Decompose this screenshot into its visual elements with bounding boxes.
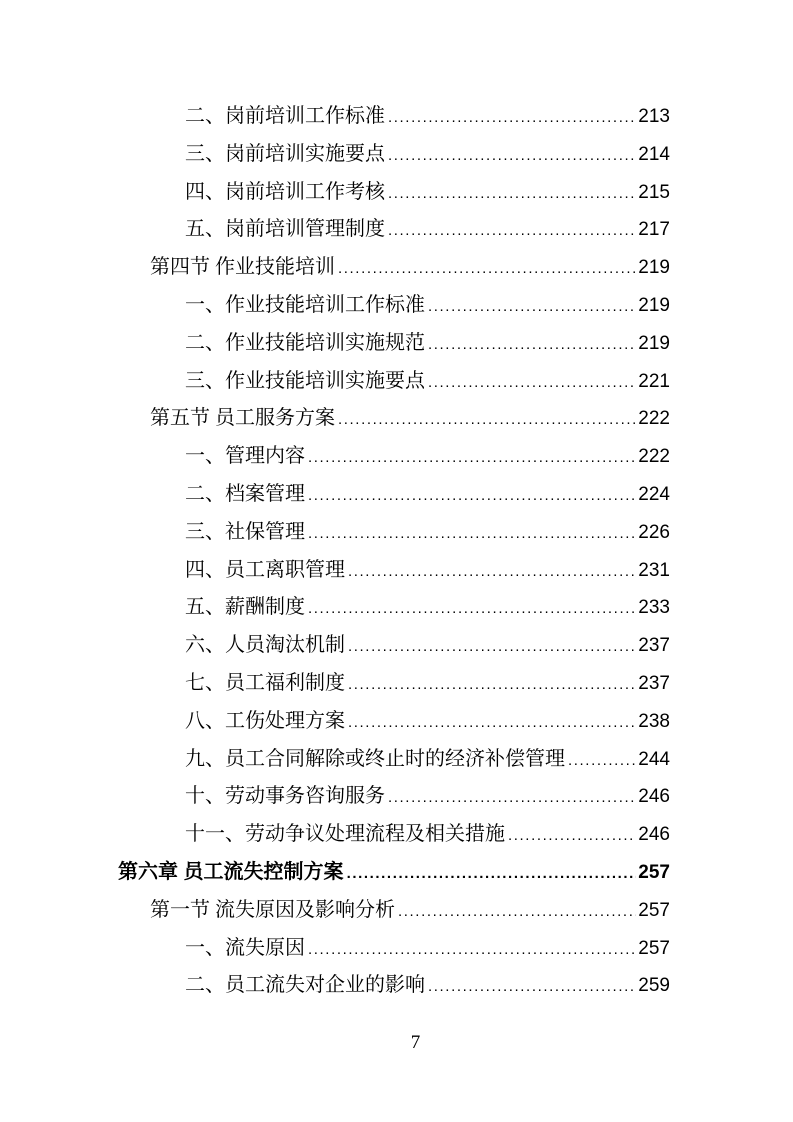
toc-entry-label: 第四节 作业技能培训 [150,256,335,279]
toc-entry-page-number: 257 [638,861,670,883]
toc-entry-label: 一、作业技能培训工作标准 [185,293,425,316]
toc-dot-leader [428,288,636,326]
toc-entry-label: 三、岗前培训实施要点 [185,142,385,165]
toc-entry[interactable] [0,136,670,174]
toc-entry-page-number: 215 [638,181,670,203]
toc-entry[interactable] [0,174,670,212]
toc-entry-page-number: 233 [638,597,670,619]
toc-dot-leader [388,212,636,250]
toc-entry-page-number: 222 [638,446,670,468]
toc-entry-page-number: 231 [638,559,670,581]
toc-entry-label: 九、员工合同解除或终止时的经济补偿管理 [185,747,565,770]
toc-entry[interactable] [0,211,670,249]
toc-entry-page-number: 246 [638,824,670,846]
toc-entry-label: 一、流失原因 [185,936,305,959]
toc-entry[interactable] [0,363,670,401]
toc-entry[interactable] [0,400,670,438]
toc-entry[interactable] [0,438,670,476]
toc-entry-label: 二、员工流失对企业的影响 [185,974,425,997]
toc-entry[interactable] [0,325,670,363]
toc-dot-leader [348,553,636,591]
toc-entry-label: 四、员工离职管理 [185,558,345,581]
toc-dot-leader [568,742,636,780]
toc-entry-label: 十一、劳动争议处理流程及相关措施 [185,823,505,846]
toc-entry[interactable] [0,703,670,741]
toc-dot-leader [338,401,636,439]
toc-entry[interactable] [0,665,670,703]
toc-entry-label: 一、管理内容 [185,445,305,468]
toc-dot-leader [398,893,636,931]
toc-entry-label: 五、岗前培训管理制度 [185,218,385,241]
page-footer [0,1033,793,1053]
toc-entry-page-number: 213 [638,106,670,127]
toc-entry-page-number: 219 [638,332,670,354]
toc-entry[interactable] [0,514,670,552]
toc-entry[interactable] [0,892,670,930]
toc-entry[interactable] [0,778,670,816]
toc-dot-leader [388,137,636,175]
toc-entry-page-number: 224 [638,483,670,505]
toc-entry-page-number: 214 [638,143,670,165]
toc-entry-label: 第五节 员工服务方案 [150,407,335,430]
toc-entry-label: 第一节 流失原因及影响分析 [150,898,395,921]
toc-dot-leader [428,364,636,402]
toc-dot-leader [348,704,636,742]
toc-dot-leader [338,250,636,288]
toc-dot-leader [348,666,636,704]
toc-dot-leader [308,439,636,477]
toc-dot-leader [308,590,636,628]
toc-entry-page-number: 246 [638,786,670,808]
toc-entry[interactable] [0,854,670,892]
toc-entry-page-number: 222 [638,408,670,430]
toc-entry-page-number: 237 [638,635,670,657]
toc-entry-label: 十、劳动事务咨询服务 [185,785,385,808]
toc-entry-label: 五、薪酬制度 [185,596,305,619]
toc-entry-page-number: 221 [638,370,670,392]
toc-entry-label: 二、档案管理 [185,482,305,505]
toc-entry-page-number: 257 [638,899,670,921]
toc-entry[interactable] [0,476,670,514]
toc-entry[interactable] [0,287,670,325]
toc-dot-leader [388,175,636,213]
toc-entry-page-number: 259 [638,975,670,997]
toc-dot-leader [308,931,636,969]
toc-entry[interactable] [0,249,670,287]
toc-entry-label: 八、工伤处理方案 [185,709,345,732]
toc-dot-leader [348,628,636,666]
toc-entry-label: 六、人员淘汰机制 [185,634,345,657]
toc-entry-page-number: 244 [638,748,670,770]
page-number: 7 [410,1032,421,1054]
toc-dot-leader [388,99,636,137]
toc-entry-label: 三、作业技能培训实施要点 [185,369,425,392]
toc-entry[interactable] [0,98,670,136]
toc-entry-label: 三、社保管理 [185,520,305,543]
toc-dot-leader [508,817,636,855]
toc-entry-page-number: 219 [638,294,670,316]
toc-entry-label: 二、作业技能培训实施规范 [185,331,425,354]
toc-entry-page-number: 238 [638,710,670,732]
toc-entry-page-number: 257 [638,937,670,959]
toc-entry[interactable] [0,627,670,665]
toc-entry[interactable] [0,589,670,627]
toc-entry-page-number: 226 [638,521,670,543]
toc-entry-label: 第六章 员工流失控制方案 [118,860,344,883]
toc-dot-leader [428,968,636,1006]
toc-dot-leader [428,326,636,364]
toc-entry[interactable] [0,930,670,968]
toc-entry-page-number: 237 [638,672,670,694]
toc-entry-page-number: 219 [638,257,670,279]
toc-dot-leader [388,779,636,817]
toc-entry[interactable] [0,967,670,1005]
toc-entry-label: 二、岗前培训工作标准 [185,105,385,127]
toc-entry[interactable] [0,816,670,854]
toc-entry[interactable] [0,552,670,590]
toc-entry[interactable] [0,741,670,779]
toc-entry-label: 七、员工福利制度 [185,671,345,694]
toc-dot-leader [308,515,636,553]
toc-dot-leader [347,855,637,893]
toc-dot-leader [308,477,636,515]
toc-entry-page-number: 217 [638,219,670,241]
toc-entry-label: 四、岗前培训工作考核 [185,180,385,203]
